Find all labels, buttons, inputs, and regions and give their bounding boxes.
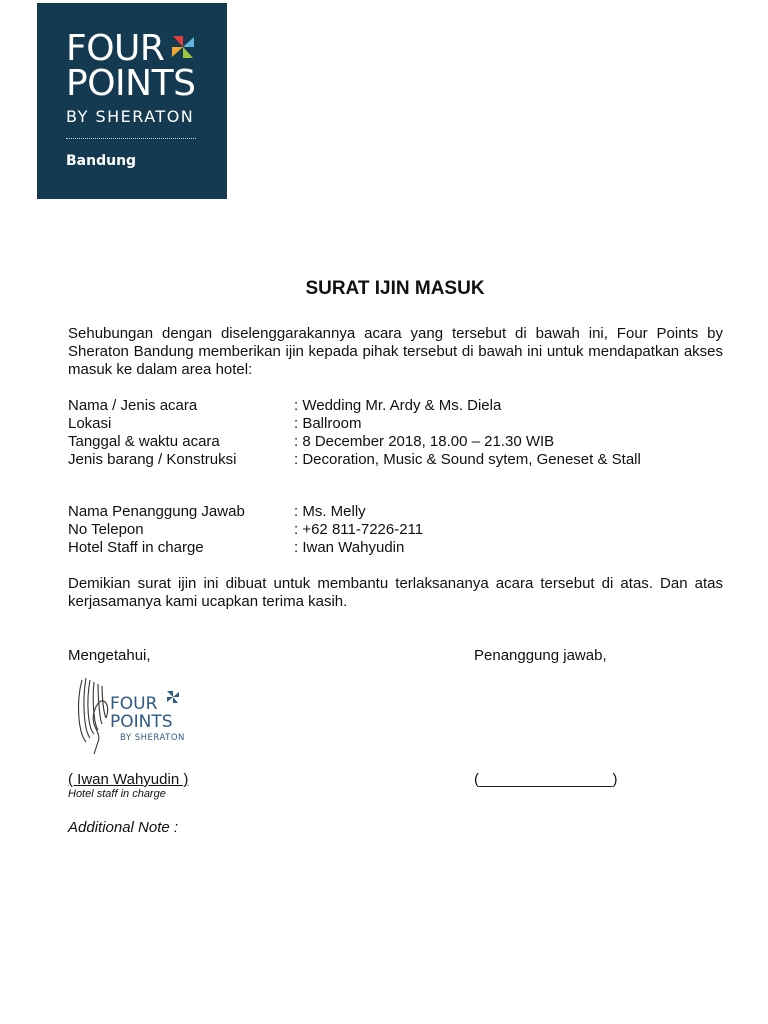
contact-value: : Iwan Wahyudin xyxy=(294,539,405,556)
detail-label: Lokasi xyxy=(68,415,112,432)
blank-signature-line: (________________) xyxy=(474,771,618,788)
logo-city: Bandung xyxy=(66,153,137,169)
stamp-pinwheel-icon xyxy=(167,691,179,703)
detail-value: : Ballroom xyxy=(294,415,362,432)
contact-details xyxy=(68,503,728,557)
responsible-heading: Penanggung jawab, xyxy=(474,647,607,664)
detail-label: Tanggal & waktu acara xyxy=(68,433,220,450)
contact-row xyxy=(68,521,728,539)
stamp-text-points: POINTS xyxy=(110,712,173,732)
additional-note: Additional Note : xyxy=(68,819,179,836)
detail-value: : Decoration, Music & Sound sytem, Geneset & Stall xyxy=(294,451,641,468)
event-details xyxy=(68,397,728,469)
signer-name: ( Iwan Wahyudin ) xyxy=(68,771,189,788)
detail-row xyxy=(68,433,728,451)
detail-label: Jenis barang / Konstruksi xyxy=(68,451,237,468)
contact-value: : +62 811-7226-211 xyxy=(294,521,424,538)
logo-text-four: FOUR xyxy=(66,28,165,69)
signature-stamp xyxy=(72,672,192,758)
detail-row xyxy=(68,415,728,433)
logo-divider xyxy=(66,138,196,139)
contact-value: : Ms. Melly xyxy=(294,503,366,520)
pinwheel-logo-icon xyxy=(169,33,197,61)
signer-role: Hotel staff in charge xyxy=(68,788,166,800)
contact-row xyxy=(68,503,728,521)
contact-label: No Telepon xyxy=(68,521,144,538)
contact-label: Nama Penanggung Jawab xyxy=(68,503,245,520)
intro-paragraph: Sehubungan dengan diselenggarakannya acara yang tersebut di bawah ini, Four Points by Sheraton Bandung memberikan ijin kepada pihak tersebut di bawah ini untuk mendapatkan akses masuk ke dalam area hotel: xyxy=(68,325,723,378)
logo-text-sheraton: BY SHERATON xyxy=(66,107,195,126)
detail-value: : Wedding Mr. Ardy & Ms. Diela xyxy=(294,397,502,414)
hotel-logo xyxy=(37,3,227,199)
contact-row xyxy=(68,539,728,557)
document-title: SURAT IJIN MASUK xyxy=(305,278,485,299)
stamp-text-four: FOUR xyxy=(110,694,158,714)
detail-label: Nama / Jenis acara xyxy=(68,397,198,414)
detail-row xyxy=(68,397,728,415)
acknowledged-heading: Mengetahui, xyxy=(68,647,151,664)
closing-paragraph: Demikian surat ijin ini dibuat untuk membantu terlaksananya acara tersebut di atas. Dan atas kerjasamanya kami ucapkan terima kasih. xyxy=(68,575,723,610)
contact-label: Hotel Staff in charge xyxy=(68,539,204,556)
logo-text-points: POINTS xyxy=(66,63,196,104)
detail-row xyxy=(68,451,728,469)
stamp-text-sheraton: BY SHERATON xyxy=(120,733,185,743)
detail-value: : 8 December 2018, 18.00 – 21.30 WIB xyxy=(294,433,555,450)
